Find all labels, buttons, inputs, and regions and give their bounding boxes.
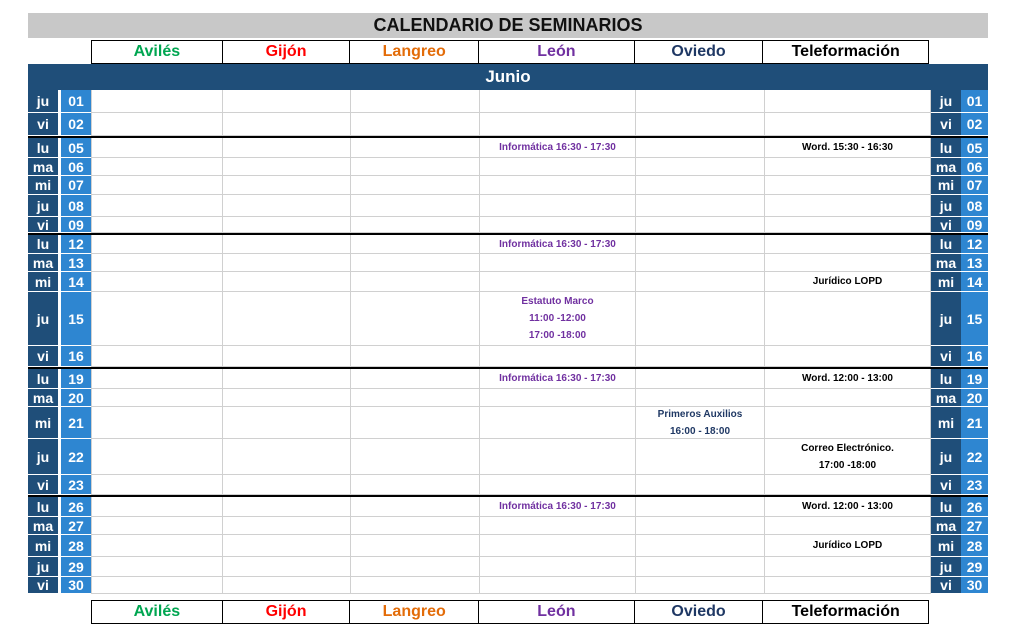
cell-oviedo — [635, 138, 764, 157]
date-number-right: 05 — [961, 138, 988, 158]
date-number-left: 08 — [61, 195, 91, 217]
cell-gijon — [222, 90, 350, 112]
cell-teleformacion — [764, 217, 931, 232]
cell-leon — [479, 113, 635, 135]
cell-gijon — [222, 577, 350, 593]
row-cells — [91, 497, 931, 517]
date-number-left: 23 — [61, 475, 91, 495]
cell-oviedo — [635, 497, 764, 516]
cell-aviles — [91, 535, 222, 556]
cell-teleformacion — [764, 90, 931, 112]
cell-aviles — [91, 346, 222, 366]
date-number-left: 28 — [61, 535, 91, 557]
column-header-gijon: Gijón — [223, 601, 351, 623]
column-header-bottom — [91, 600, 929, 624]
row-cells — [91, 407, 931, 439]
table-row — [28, 90, 988, 113]
date-number-right: 14 — [961, 272, 988, 292]
cell-oviedo — [635, 217, 764, 232]
cell-oviedo — [635, 577, 764, 593]
date-number-right: 19 — [961, 369, 988, 389]
date-number-left: 19 — [61, 369, 91, 389]
date-number-left: 22 — [61, 439, 91, 475]
date-number-right: 08 — [961, 195, 988, 217]
date-number-right: 23 — [961, 475, 988, 495]
row-cells — [91, 389, 931, 407]
weekday-right: ma — [931, 389, 961, 407]
column-header-top — [91, 40, 929, 64]
cell-oviedo — [635, 176, 764, 194]
cell-oviedo — [635, 557, 764, 576]
date-number-left: 15 — [61, 292, 91, 346]
cell-teleformacion — [764, 407, 931, 438]
row-cells — [91, 195, 931, 217]
cell-langreo — [350, 497, 479, 516]
cell-langreo — [350, 557, 479, 576]
cell-langreo — [350, 195, 479, 216]
cell-aviles — [91, 439, 222, 474]
cell-gijon — [222, 557, 350, 576]
weekday-left: vi — [28, 577, 58, 594]
cell-langreo — [350, 90, 479, 112]
cell-langreo — [350, 217, 479, 232]
weekday-left: mi — [28, 176, 58, 195]
cell-leon — [479, 158, 635, 175]
weekday-right: vi — [931, 113, 961, 136]
cell-oviedo — [635, 272, 764, 291]
cell-teleformacion: Jurídico LOPD — [764, 535, 931, 556]
cell-teleformacion — [764, 176, 931, 194]
weekday-left: mi — [28, 272, 58, 292]
cell-leon — [479, 577, 635, 593]
cell-gijon — [222, 407, 350, 438]
table-row — [28, 233, 988, 254]
weekday-right: mi — [931, 407, 961, 439]
cell-langreo — [350, 292, 479, 345]
row-cells — [91, 158, 931, 176]
cell-leon: Informática 16:30 - 17:30 — [479, 235, 635, 253]
cell-leon: Informática 16:30 - 17:30 — [479, 138, 635, 157]
row-cells — [91, 235, 931, 254]
cell-aviles — [91, 90, 222, 112]
cell-gijon — [222, 292, 350, 345]
weekday-right: ju — [931, 439, 961, 475]
cell-langreo — [350, 517, 479, 534]
weekday-right: ma — [931, 517, 961, 535]
weekday-left: ju — [28, 292, 58, 346]
table-row — [28, 577, 988, 594]
weekday-right: ju — [931, 90, 961, 113]
table-row — [28, 407, 988, 439]
weekday-left: mi — [28, 407, 58, 439]
cell-leon: Informática 16:30 - 17:30 — [479, 369, 635, 388]
cell-gijon — [222, 272, 350, 291]
cell-leon — [479, 272, 635, 291]
cell-gijon — [222, 138, 350, 157]
table-row — [28, 495, 988, 517]
cell-oviedo — [635, 113, 764, 135]
weekday-right: mi — [931, 176, 961, 195]
cell-teleformacion — [764, 517, 931, 534]
cell-langreo — [350, 475, 479, 494]
row-cells — [91, 475, 931, 495]
cell-langreo — [350, 158, 479, 175]
cell-langreo — [350, 439, 479, 474]
weekday-left: ma — [28, 158, 58, 176]
cell-aviles — [91, 195, 222, 216]
weekday-right: vi — [931, 577, 961, 594]
cell-oviedo — [635, 439, 764, 474]
weekday-right: ju — [931, 195, 961, 217]
cell-oviedo — [635, 292, 764, 345]
calendar-title: CALENDARIO DE SEMINARIOS — [28, 13, 988, 38]
weekday-right: ma — [931, 254, 961, 272]
cell-langreo — [350, 176, 479, 194]
date-number-right: 30 — [961, 577, 988, 594]
date-number-left: 21 — [61, 407, 91, 439]
table-row — [28, 272, 988, 292]
date-number-left: 26 — [61, 497, 91, 517]
cell-langreo — [350, 535, 479, 556]
row-cells — [91, 217, 931, 233]
cell-teleformacion: Jurídico LOPD — [764, 272, 931, 291]
table-row — [28, 535, 988, 557]
column-header-gijon: Gijón — [223, 41, 351, 63]
cell-leon — [479, 217, 635, 232]
cell-oviedo — [635, 158, 764, 175]
date-number-right: 20 — [961, 389, 988, 407]
cell-leon — [479, 439, 635, 474]
cell-teleformacion: Word. 12:00 - 13:00 — [764, 497, 931, 516]
cell-teleformacion — [764, 346, 931, 366]
weekday-left: lu — [28, 138, 58, 158]
weekday-right: vi — [931, 217, 961, 233]
cell-leon — [479, 254, 635, 271]
date-number-right: 12 — [961, 235, 988, 254]
row-cells — [91, 176, 931, 195]
weekday-left: ma — [28, 389, 58, 407]
cell-oviedo — [635, 235, 764, 253]
date-number-left: 02 — [61, 113, 91, 136]
cell-teleformacion — [764, 292, 931, 345]
weekday-right: lu — [931, 235, 961, 254]
date-number-right: 01 — [961, 90, 988, 113]
cell-langreo — [350, 138, 479, 157]
row-cells — [91, 138, 931, 158]
weekday-right: mi — [931, 272, 961, 292]
cell-aviles — [91, 292, 222, 345]
date-number-right: 13 — [961, 254, 988, 272]
table-row — [28, 158, 988, 176]
date-number-right: 21 — [961, 407, 988, 439]
cell-oviedo — [635, 346, 764, 366]
cell-gijon — [222, 369, 350, 388]
cell-aviles — [91, 577, 222, 593]
column-header-leon: León — [479, 41, 635, 63]
table-row — [28, 346, 988, 367]
cell-gijon — [222, 439, 350, 474]
date-number-left: 09 — [61, 217, 91, 233]
column-header-oviedo: Oviedo — [635, 41, 764, 63]
cell-aviles — [91, 235, 222, 253]
cell-oviedo — [635, 195, 764, 216]
cell-gijon — [222, 497, 350, 516]
weekday-left: ju — [28, 557, 58, 577]
table-row — [28, 254, 988, 272]
weekday-left: mi — [28, 535, 58, 557]
cell-leon: Estatuto Marco 11:00 -12:00 17:00 -18:00 — [479, 292, 635, 345]
weekday-right: lu — [931, 138, 961, 158]
cell-leon — [479, 557, 635, 576]
date-number-left: 06 — [61, 158, 91, 176]
cell-aviles — [91, 557, 222, 576]
table-row — [28, 176, 988, 195]
row-cells — [91, 439, 931, 475]
date-number-left: 16 — [61, 346, 91, 367]
date-number-left: 20 — [61, 389, 91, 407]
cell-teleformacion — [764, 577, 931, 593]
column-header-aviles: Avilés — [92, 601, 223, 623]
cell-aviles — [91, 138, 222, 157]
cell-leon — [479, 176, 635, 194]
cell-gijon — [222, 535, 350, 556]
weekday-right: vi — [931, 346, 961, 367]
cell-aviles — [91, 497, 222, 516]
cell-leon: Informática 16:30 - 17:30 — [479, 497, 635, 516]
row-cells — [91, 346, 931, 367]
weekday-right: mi — [931, 535, 961, 557]
date-number-right: 22 — [961, 439, 988, 475]
table-row — [28, 389, 988, 407]
column-header-teleformacion: Teleformación — [791, 43, 900, 60]
cell-aviles — [91, 176, 222, 194]
row-cells — [91, 517, 931, 535]
cell-oviedo — [635, 475, 764, 494]
column-header-langreo: Langreo — [350, 41, 479, 63]
row-cells — [91, 113, 931, 136]
date-number-left: 13 — [61, 254, 91, 272]
date-number-right: 29 — [961, 557, 988, 577]
cell-leon — [479, 475, 635, 494]
date-number-right: 09 — [961, 217, 988, 233]
weekday-right: ma — [931, 158, 961, 176]
cell-langreo — [350, 272, 479, 291]
cell-leon — [479, 535, 635, 556]
cell-aviles — [91, 113, 222, 135]
date-number-right: 15 — [961, 292, 988, 346]
date-number-left: 05 — [61, 138, 91, 158]
cell-oviedo — [635, 517, 764, 534]
cell-oviedo — [635, 535, 764, 556]
weekday-left: vi — [28, 475, 58, 495]
cell-leon — [479, 90, 635, 112]
weekday-left: vi — [28, 346, 58, 367]
cell-leon — [479, 517, 635, 534]
cell-teleformacion — [764, 195, 931, 216]
cell-langreo — [350, 389, 479, 406]
table-row — [28, 113, 988, 136]
cell-oviedo — [635, 389, 764, 406]
weekday-left: vi — [28, 113, 58, 136]
cell-teleformacion — [764, 113, 931, 135]
row-cells — [91, 577, 931, 594]
weekday-right: ju — [931, 292, 961, 346]
cell-teleformacion: Word. 12:00 - 13:00 — [764, 369, 931, 388]
table-row — [28, 367, 988, 389]
row-cells — [91, 369, 931, 389]
date-number-left: 29 — [61, 557, 91, 577]
row-cells — [91, 557, 931, 577]
cell-langreo — [350, 346, 479, 366]
cell-aviles — [91, 407, 222, 438]
date-number-right: 07 — [961, 176, 988, 195]
weekday-left: ju — [28, 90, 58, 113]
column-header-aviles: Avilés — [92, 41, 223, 63]
calendar-grid — [28, 90, 988, 594]
weekday-left: lu — [28, 369, 58, 389]
cell-aviles — [91, 254, 222, 271]
row-cells — [91, 272, 931, 292]
cell-teleformacion — [764, 235, 931, 253]
column-header-oviedo: Oviedo — [635, 601, 764, 623]
date-number-left: 12 — [61, 235, 91, 254]
date-number-right: 02 — [961, 113, 988, 136]
cell-teleformacion: Correo Electrónico. 17:00 -18:00 — [764, 439, 931, 474]
date-number-right: 26 — [961, 497, 988, 517]
cell-oviedo — [635, 254, 764, 271]
date-number-right: 27 — [961, 517, 988, 535]
table-row — [28, 217, 988, 233]
weekday-right: ju — [931, 557, 961, 577]
cell-gijon — [222, 517, 350, 534]
weekday-right: lu — [931, 369, 961, 389]
cell-gijon — [222, 158, 350, 175]
weekday-left: lu — [28, 235, 58, 254]
row-cells — [91, 90, 931, 113]
cell-teleformacion — [764, 158, 931, 175]
date-number-left: 01 — [61, 90, 91, 113]
cell-oviedo: Primeros Auxilios 16:00 - 18:00 — [635, 407, 764, 438]
cell-langreo — [350, 369, 479, 388]
cell-gijon — [222, 113, 350, 135]
table-row — [28, 195, 988, 217]
weekday-left: ma — [28, 254, 58, 272]
weekday-left: ma — [28, 517, 58, 535]
date-number-right: 06 — [961, 158, 988, 176]
cell-teleformacion — [764, 475, 931, 494]
cell-teleformacion — [764, 389, 931, 406]
cell-langreo — [350, 254, 479, 271]
column-header-langreo: Langreo — [350, 601, 479, 623]
cell-teleformacion — [764, 254, 931, 271]
date-number-left: 27 — [61, 517, 91, 535]
cell-oviedo — [635, 369, 764, 388]
table-row — [28, 439, 988, 475]
cell-teleformacion — [764, 557, 931, 576]
table-row — [28, 517, 988, 535]
cell-aviles — [91, 158, 222, 175]
cell-leon — [479, 346, 635, 366]
cell-oviedo — [635, 90, 764, 112]
cell-gijon — [222, 346, 350, 366]
cell-teleformacion: Word. 15:30 - 16:30 — [764, 138, 931, 157]
table-row — [28, 557, 988, 577]
weekday-left: vi — [28, 217, 58, 233]
row-cells — [91, 254, 931, 272]
weekday-left: lu — [28, 497, 58, 517]
cell-gijon — [222, 254, 350, 271]
cell-leon — [479, 407, 635, 438]
cell-gijon — [222, 217, 350, 232]
weekday-right: vi — [931, 475, 961, 495]
row-cells — [91, 292, 931, 346]
weekday-left: ju — [28, 195, 58, 217]
cell-leon — [479, 389, 635, 406]
table-row — [28, 136, 988, 158]
cell-aviles — [91, 217, 222, 232]
column-header-leon: León — [479, 601, 635, 623]
table-row — [28, 292, 988, 346]
cell-gijon — [222, 235, 350, 253]
row-cells — [91, 535, 931, 557]
cell-aviles — [91, 517, 222, 534]
weekday-left: ju — [28, 439, 58, 475]
cell-langreo — [350, 235, 479, 253]
cell-gijon — [222, 195, 350, 216]
cell-langreo — [350, 113, 479, 135]
month-banner: Junio — [28, 64, 988, 90]
date-number-left: 30 — [61, 577, 91, 594]
date-number-left: 07 — [61, 176, 91, 195]
date-number-left: 14 — [61, 272, 91, 292]
cell-leon — [479, 195, 635, 216]
column-header-teleformacion: Teleformación — [791, 603, 900, 620]
cell-aviles — [91, 389, 222, 406]
cell-langreo — [350, 407, 479, 438]
cell-aviles — [91, 272, 222, 291]
cell-langreo — [350, 577, 479, 593]
cell-gijon — [222, 389, 350, 406]
date-number-right: 16 — [961, 346, 988, 367]
cell-gijon — [222, 475, 350, 494]
date-number-right: 28 — [961, 535, 988, 557]
table-row — [28, 475, 988, 495]
cell-aviles — [91, 369, 222, 388]
cell-gijon — [222, 176, 350, 194]
weekday-right: lu — [931, 497, 961, 517]
cell-aviles — [91, 475, 222, 494]
